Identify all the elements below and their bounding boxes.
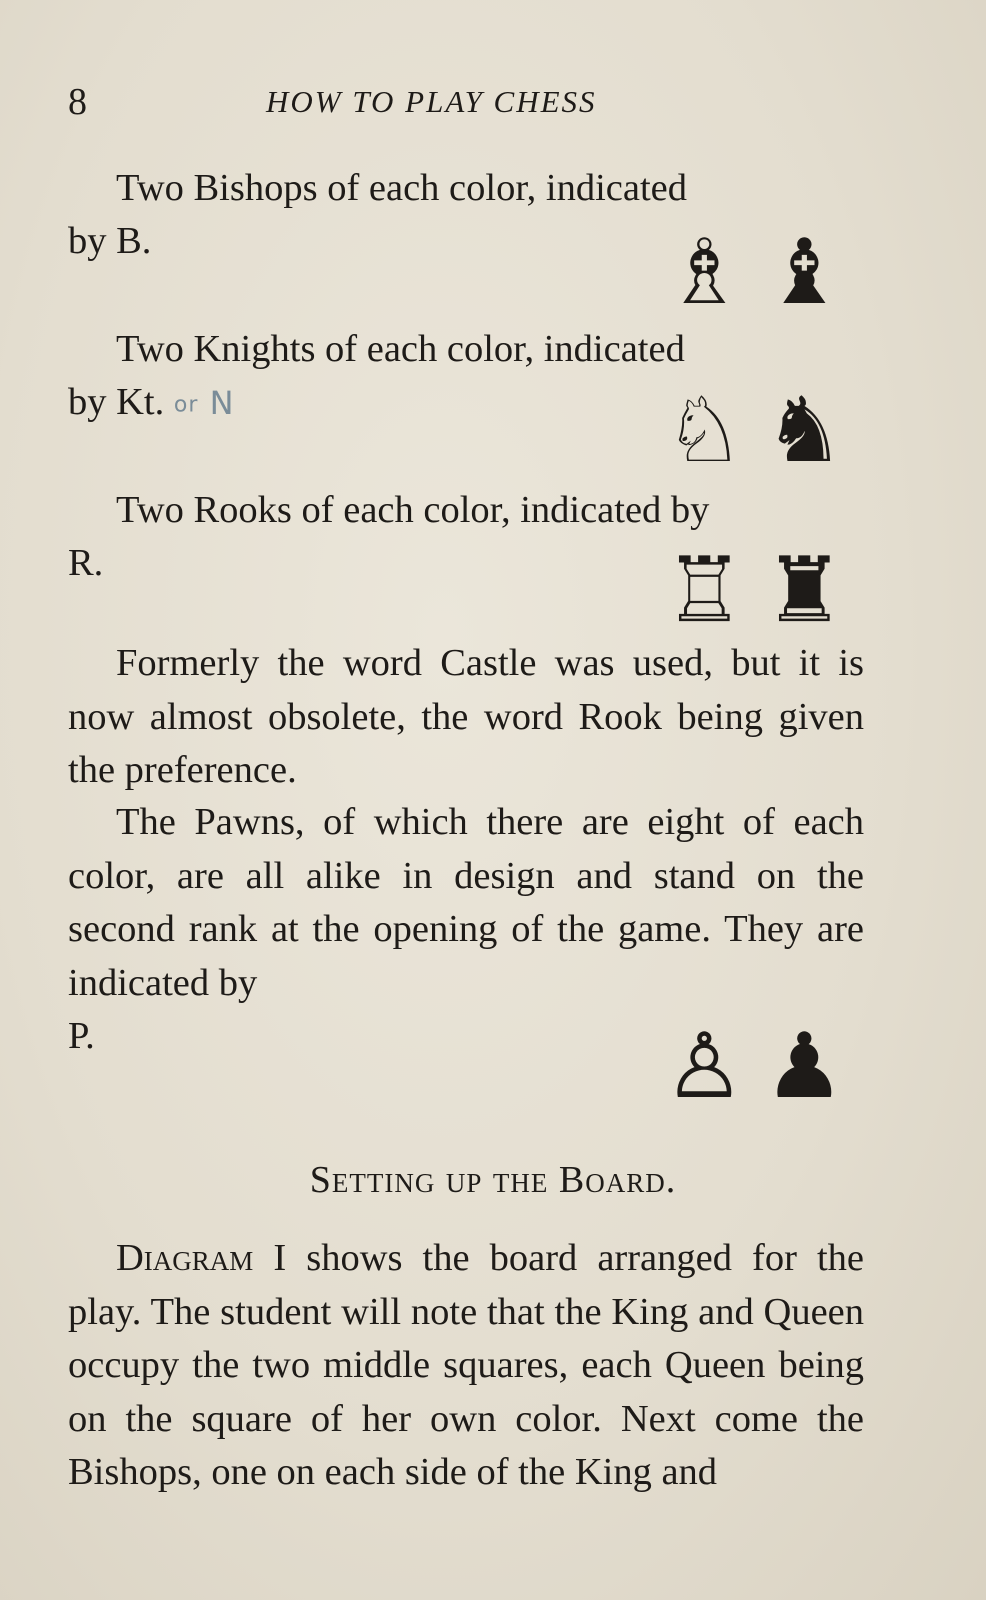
running-head (68, 80, 866, 130)
black-rook-icon: ♜ (764, 542, 845, 641)
knights-abbrev-text: by Kt. (68, 381, 165, 423)
white-bishop-icon: ♗ (664, 224, 745, 323)
castle-paragraph: Formerly the word Castle was used, but it is now almost obsolete, the word Rook being given the preference. (68, 642, 864, 791)
running-title: HOW TO PLAY CHESS (266, 84, 597, 119)
pawn-figures (664, 1020, 864, 1116)
diagram-paragraph (68, 1232, 864, 1500)
rooks-abbrev-line: R. (68, 542, 104, 584)
handwritten-n: N (209, 384, 235, 422)
bishop-figures (664, 226, 864, 322)
bishops-line: Two Bishops of each color, indicated (116, 167, 687, 209)
rooks-line: Two Rooks of each color, indicated by (116, 489, 710, 531)
diagram-rest: I shows the board arranged for the play. The student will note that the King and Queen occupy the two middle squares, each Queen being on the square of her own color. Next come the Bishops, one on each side of the King and (68, 1237, 864, 1493)
knight-figures (664, 384, 864, 480)
pawns-paragraph: The Pawns, of which there are eight of each color, are all alike in design and stand on the second rank at the opening of the game. They are indicated by (68, 801, 864, 1004)
white-knight-icon: ♘ (664, 382, 745, 481)
white-pawn-icon: ♙ (664, 1018, 745, 1117)
section-heading: Setting up the Board. (309, 1159, 677, 1201)
black-bishop-icon: ♝ (764, 224, 845, 323)
diagram-lead: Diagram (116, 1237, 254, 1279)
page-number: 8 (68, 81, 87, 123)
handwritten-or: or (173, 392, 199, 418)
white-rook-icon: ♖ (664, 542, 745, 641)
black-pawn-icon: ♟ (764, 1018, 845, 1117)
black-knight-icon: ♞ (764, 382, 845, 481)
handwritten-annotation (174, 384, 235, 422)
knights-line: Two Knights of each color, indicated (116, 328, 685, 370)
rook-figures (664, 544, 864, 640)
bishops-abbrev-line: by B. (68, 220, 152, 262)
pawns-abbrev-line: P. (68, 1015, 95, 1057)
